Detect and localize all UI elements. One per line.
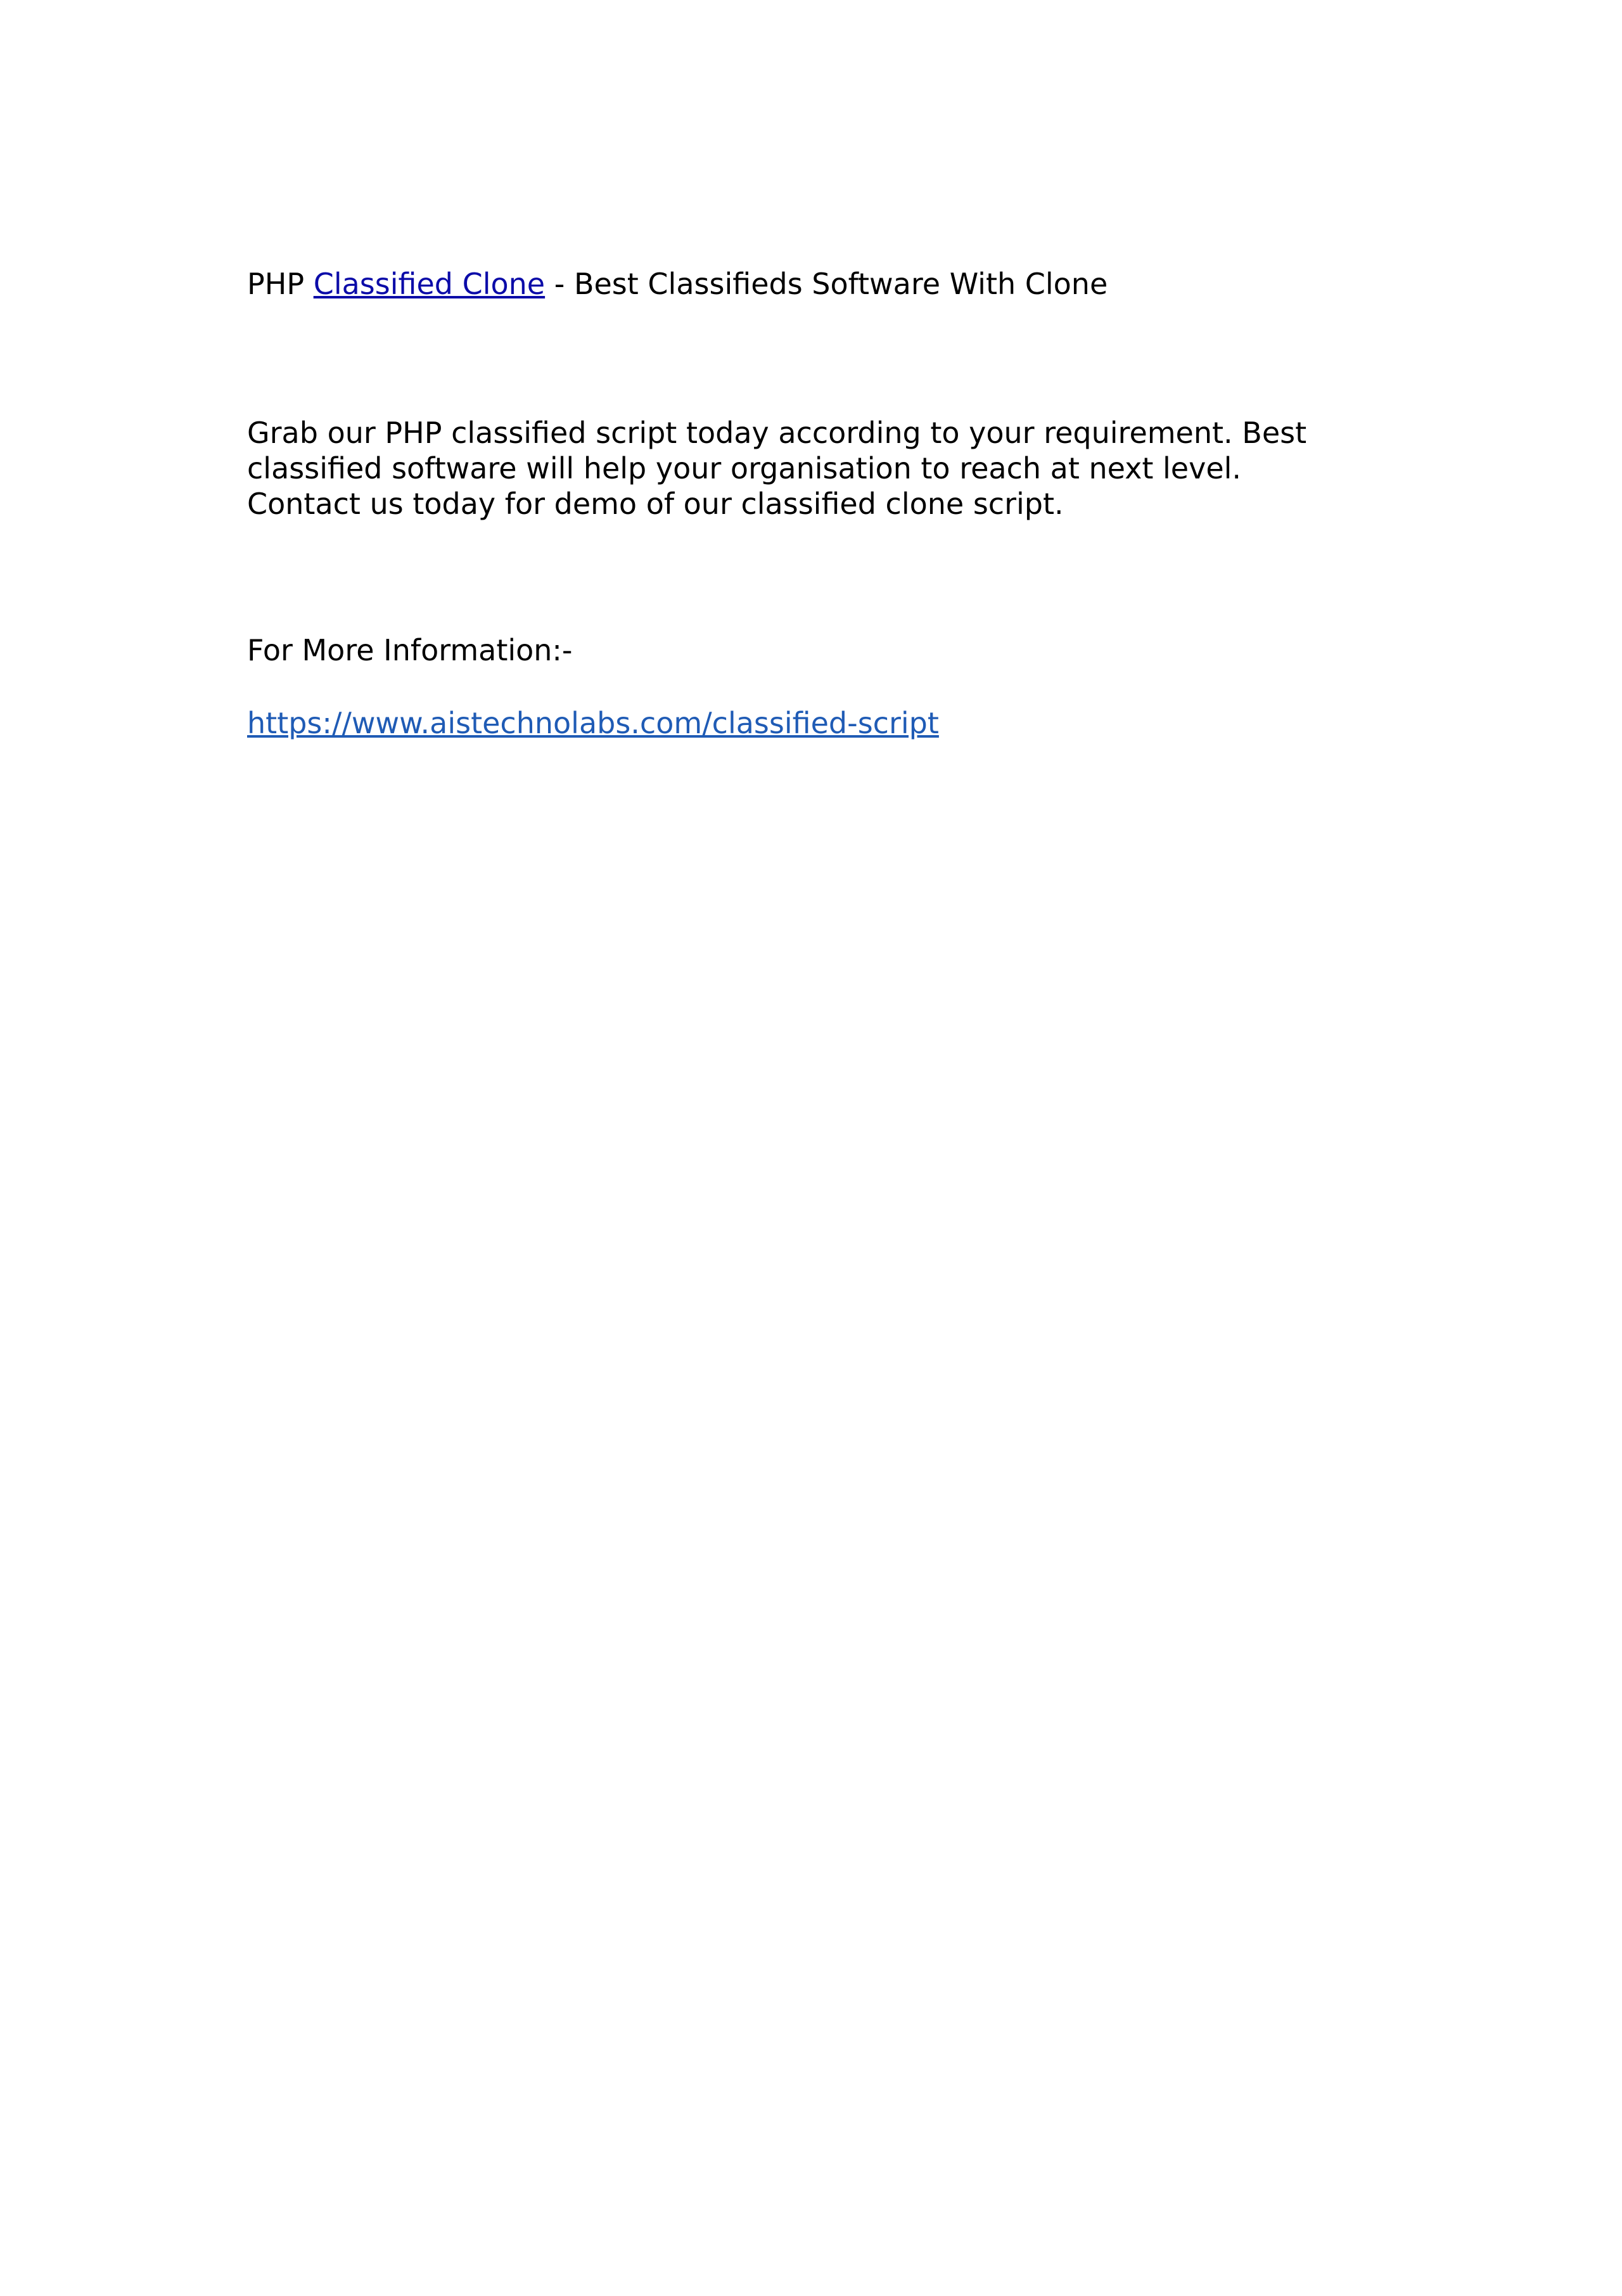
more-info-label: For More Information:- xyxy=(247,633,573,667)
title-prefix: PHP xyxy=(247,267,314,301)
title-suffix: - Best Classifieds Software With Clone xyxy=(545,267,1108,301)
body-line-3: Contact us today for demo of our classified clone script. xyxy=(247,487,1064,521)
body-line-2: classified software will help your organisation to reach at next level. xyxy=(247,451,1242,485)
classified-clone-link[interactable]: Classified Clone xyxy=(313,267,546,301)
classified-script-url-link[interactable]: https://www.aistechnolabs.com/classified-script xyxy=(247,706,939,740)
body-line-1: Grab our PHP classified script today according to your requirement. Best xyxy=(247,416,1307,450)
body-paragraph xyxy=(247,415,1362,522)
more-info-url-line xyxy=(247,705,1375,741)
document-title xyxy=(247,266,1375,302)
